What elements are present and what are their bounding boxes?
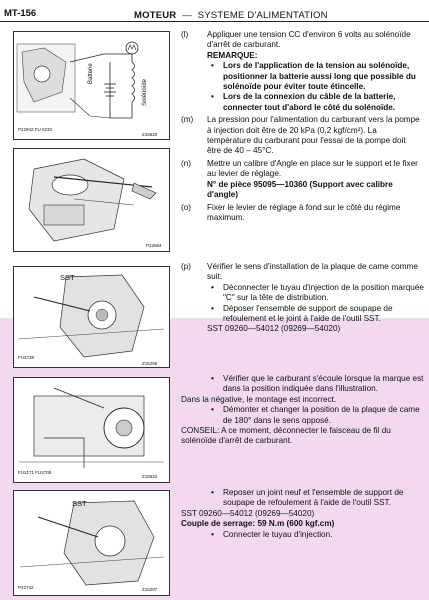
page-title [134,10,328,21]
step-text: Fixer le levier de réglage à fond sur le côté du régime maximum. [207,202,401,222]
step-text: Appliquer une tension CC d'environ 6 volts au solénoïde d'arrêt de carburant. [207,30,411,50]
negative-note: Dans la négative, le montage est incorrect. [181,394,337,404]
sst-support-illustration [14,491,169,595]
angle-gauge-illustration [14,149,169,251]
step-o [181,203,421,224]
sst-number: SST 09260—54012 (09269—54020) [207,324,341,334]
step-label: (o) [181,202,192,212]
step-label: (l) [181,30,189,39]
step-text: La pression pour l'alimentation du carburant vers la pompe à injection doit être de 20 kPa (0,2 kgf/cm²). La température du carburant pour l'essai de la pompe doit être de 40 – 45°C. [207,115,420,156]
figure-sst-support [13,490,170,596]
sst-distributor-illustration [14,267,169,367]
step-l [181,30,421,51]
step-p-fuel-check [181,374,425,447]
step-p-list [181,374,425,395]
sst-label: SST [72,499,87,508]
label-battery: Batterie [88,63,94,84]
step-m [181,115,421,157]
figure-code: FU2171 FU2705 [18,470,52,475]
step-p-list [181,488,425,509]
label-solenoid: Solénoïde [142,78,148,106]
list-item: • Déconnecter le tuyau d'injection de la position marquée "C" sur la tête de distribution. [211,282,424,303]
step-n [181,159,421,180]
advice-note: CONSEIL: A ce moment, déconnecter le faisceau de fil du solénoïde d'arrêt de carburant. [181,426,391,446]
figure-fuel-flow [13,377,170,483]
steps-l-to-o [181,30,421,223]
figure-angle-gauge [13,148,170,252]
figure-ref: Z15287 [142,587,158,592]
note-title: REMARQUE: [207,50,258,60]
sst-label: SST [60,273,75,282]
step-p-list [181,530,425,540]
step-text: Mettre un calibre d'Angle en place sur le support et le fixer au levier de réglage. [207,158,418,179]
figure-ref: Z15286 [142,361,158,366]
page-number: MT-156 [4,8,37,19]
list-item: • Vérifier que le carburant s'écoule lorsque la marque est dans la position indiquée dans l'illustration. [211,374,424,394]
title-separator: — [182,10,192,21]
figure-ref: Z15520 [142,132,158,137]
step-p-intro [181,262,425,283]
header-rule [0,21,429,22]
sst-number: SST 09260—54012 (09269—54020) [181,508,315,518]
fuel-flow-illustration [14,378,169,482]
page-header [0,0,429,22]
figure-ref: Z15532 [142,474,158,479]
step-label: (p) [181,262,192,271]
section-title: MOTEUR [134,10,177,21]
figure-code: FU2739 [18,355,35,360]
part-number: N° de pièce 95095—10360 (Support avec calibre d'angle) [207,179,393,200]
list-item: • Connecter le tuyau d'injection. [211,529,333,539]
step-p [181,262,425,335]
step-text: Vérifier le sens d'installation de la plaque de came comme suit: [207,262,418,282]
step-label: (m) [181,115,194,125]
step-p-list [181,283,425,325]
figure-sst-distributor [13,266,170,368]
step-label: (n) [181,158,192,168]
step-p-reassembly [181,488,425,540]
note-item: • Lors de l'application de la tension au solénoïde, positionner la batterie aussi long que possible du solénoïde pour éviter toute étincelle. [211,61,416,92]
list-item: • Reposer un joint neuf et l'ensemble de support de soupape de refoulement à l'aide de l'outil SST. [211,488,404,508]
list-item: • Démonter et changer la position de la plaque de came de 180° dans le sens opposé. [211,405,420,425]
torque-spec: Couple de serrage: 59 N.m (600 kgf.cm) [181,519,335,529]
step-p-list [181,405,425,426]
note-list [181,61,421,113]
figure-code: P22564 [146,243,162,248]
note-item: • Lors de la connexion du câble de la batterie, connecter tout d'abord le côté du solénoïde. [211,92,396,112]
subsection-title: SYSTEME D'ALIMENTATION [197,10,328,21]
list-item: • Déposer l'ensemble de support de soupape de refoulement et le joint à l'aide de l'outil SST. [211,303,393,324]
figure-code: P22942 FU 0233 [18,127,53,132]
figure-code: P22742 [18,585,34,590]
figure-battery-solenoid [13,31,170,140]
